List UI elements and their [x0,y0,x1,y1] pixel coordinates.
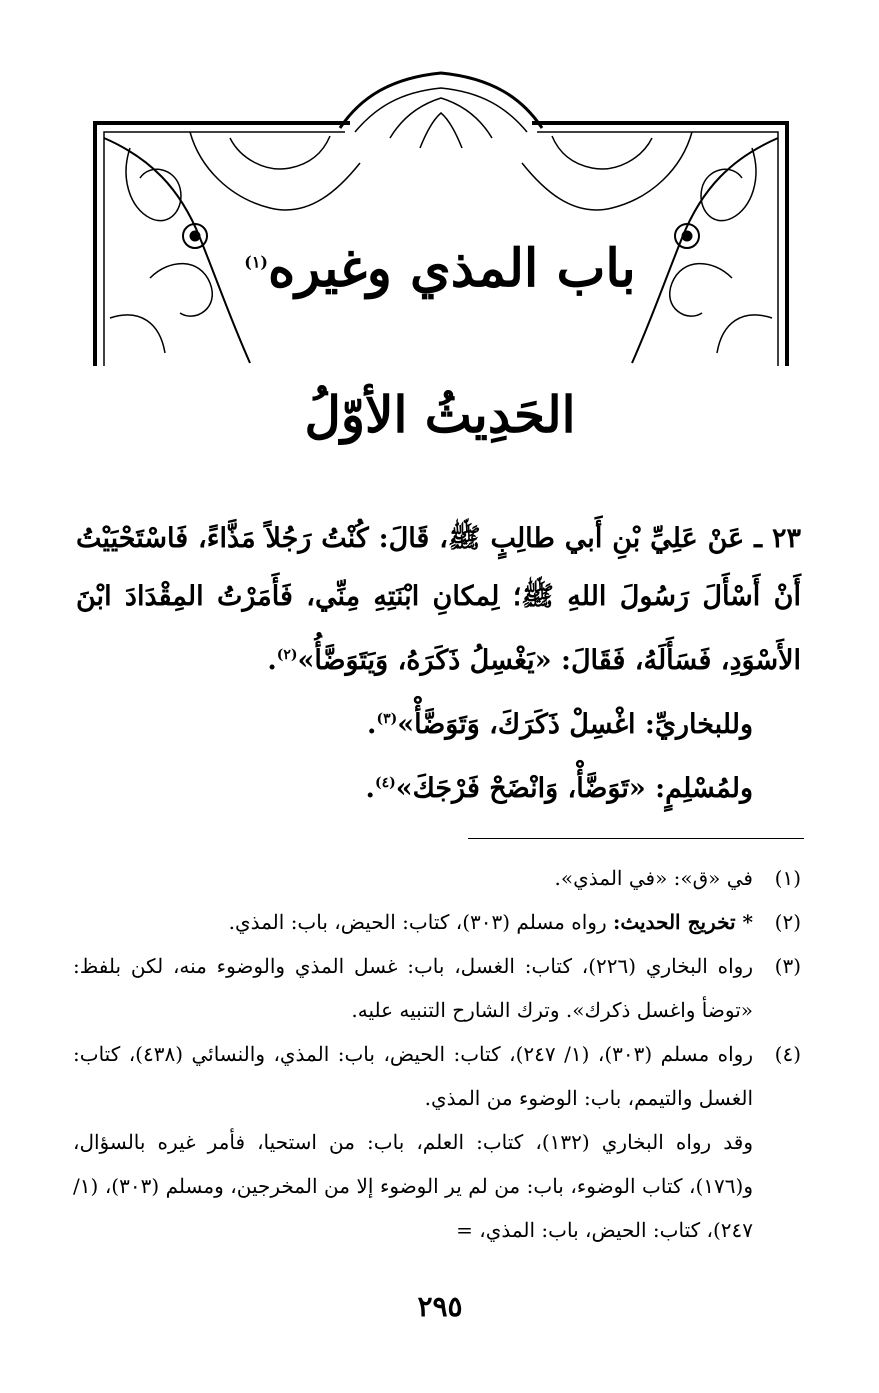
footnote-1 [73,856,801,900]
chapter-title-text: باب المذي وغيره [267,238,636,299]
footnotes [73,856,801,1252]
footnote-number: (١) [774,866,801,890]
footnote-2 [73,900,801,944]
footnote-3 [73,944,801,1032]
footnote-text: رواه مسلم (٣٠٣)، (١/ ٢٤٧)، كتاب: الحيض، باب: المذي، والنسائي (٤٣٨)، كتاب: الغسل والتيمم، باب: الوضوء من المذي. وقد رواه البخاري (١٣٢)، كتاب: العلم، باب: من استحيا، فأمر غيره بالسؤال، و(١٧٦)، كتاب الوضوء، باب: من لم ير الوضوء إلا من المخرجين، ومسلم (٣٠٣)، (١/ ٢٤٧)، كتاب: الحيض، باب: المذي، = [73,1042,753,1242]
hadith-main-text: ٢٣ ـ عَنْ عَلِيِّ بْنِ أَبي طالِبٍ ﷺ، قَالَ: كُنْتُ رَجُلاً مَذَّاءً، فَاسْتَحْيَيْتُ أَنْ أَسْأَلَ رَسُولَ اللهِ ﷺ؛ لِمكانِ ابْنَتِهِ مِنِّي، فَأَمَرْتُ المِقْدَادَ ابْنَ الأَسْوَدِ، فَسَأَلَهُ، فَقَالَ: «يَغْسِلُ ذَكَرَهُ، وَيَتَوَضَّأُ»$^{(٢)}$. [76,523,801,676]
footnote-text: رواه البخاري (٢٢٦)، كتاب: الغسل، باب: غسل المذي والوضوء منه، لكن بلفظ: «توضأ واغسل ذكرك». وترك الشارح التنبيه عليه. [73,954,753,1022]
bukhari-variant: وللبخاريِّ: اغْسِلْ ذَكَرَكَ، وَتَوَضَّأْ»$^{(٣)}$. [367,709,753,740]
hadith-body [76,510,801,818]
footnote-text: في «ق»: «في المذي». [554,866,753,890]
footnote-number: (٤) [774,1042,801,1066]
chapter-title [200,240,680,297]
footnote-number: (٢) [774,910,801,934]
footnote-4 [73,1032,801,1252]
chapter-title-footnote-marker: (١) [244,252,268,272]
footnote-text: * تخريج الحديث: رواه مسلم (٣٠٣)، كتاب: الحيض، باب: المذي. [228,910,753,934]
footnote-number: (٣) [774,954,801,978]
footnote-divider [468,838,804,839]
hadith-title: الحَدِيثُ الأوّلُ [304,385,576,444]
ornamental-frame [90,68,792,368]
page-number: ٢٩٥ [417,1290,463,1323]
muslim-variant: ولمُسْلِمٍ: «تَوَضَّأْ، وَانْضَحْ فَرْجَكَ»$^{(٤)}$. [365,773,753,804]
